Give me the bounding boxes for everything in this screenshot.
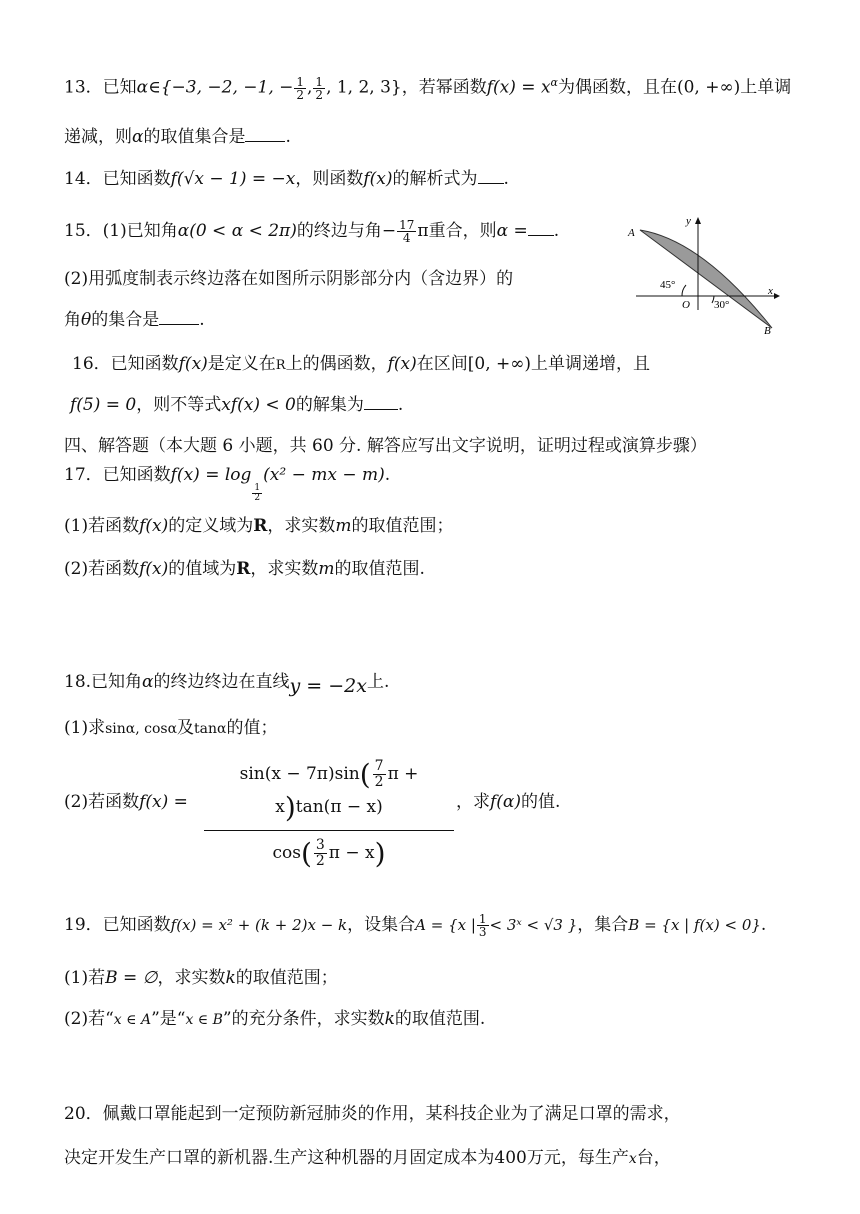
q19-p1-text2: ，求实数	[157, 968, 226, 988]
q20-text4: 台，	[636, 1148, 671, 1168]
q18-numerator: sin(x − 7π)sin( $\frac{7}{2}$ π + x)tan(π − x)	[204, 758, 454, 831]
q18-alpha: α	[142, 672, 154, 692]
q19-text2: ，集合	[577, 915, 629, 935]
q18-fraction	[204, 758, 454, 870]
q18-p2-text: (2)若函数	[64, 792, 140, 812]
q15-end2: .	[199, 310, 205, 330]
q17-p1-m: m	[335, 516, 352, 536]
q19-p1-k: k	[225, 968, 236, 988]
q15-part2-text: (2)用弧度制表示终边落在如图所示阴影部分内（含边界）的	[64, 269, 514, 289]
q13-power-func: f(x) = x	[486, 77, 551, 98]
label-x: x	[768, 285, 773, 297]
q13-line2	[64, 126, 291, 148]
q16-interval: [0, +∞)	[467, 354, 532, 374]
q14-line	[64, 168, 509, 190]
q16-text: 是定义在	[207, 354, 276, 374]
q19-p2-text3: ”的充分条件，求实数	[222, 1009, 385, 1029]
q14-text: ，则函数	[295, 169, 364, 189]
q18-number: 18.已知角	[64, 672, 143, 692]
q20-cost: 400	[494, 1148, 527, 1168]
q15-part2-text3: 的集合是	[91, 310, 160, 330]
q14-number: 14．已知函数	[64, 169, 171, 189]
q20-line1	[64, 1103, 681, 1125]
q18-p2-fx: f(x) =	[139, 792, 188, 812]
q16-f5: f(5) = 0	[70, 395, 137, 415]
q19-p2-text: (2)若“	[64, 1009, 114, 1029]
q17-part1	[64, 515, 454, 537]
q17-p1-text: (1)若函数	[64, 516, 140, 536]
q15-neg: −	[381, 221, 397, 241]
q18-p2-falpha: f(α)	[490, 792, 522, 812]
q19-p1-b-empty: B = ∅	[105, 968, 158, 988]
q17-p2-text3: ，求实数	[250, 559, 319, 579]
q19-frac	[477, 913, 489, 938]
q18-line-eq: y = −2x	[289, 675, 367, 697]
q17-part2	[64, 558, 425, 580]
q13-text: ，若幂函数	[401, 77, 487, 98]
q15-text: 的终边与角	[296, 221, 382, 241]
q18-num-part2: π + x	[275, 764, 419, 817]
q19-line	[64, 913, 766, 938]
q17-line	[64, 464, 390, 503]
q19-part1	[64, 967, 338, 989]
q20-text2: 决定开发生产口罩的新机器.生产这种机器的月固定成本为	[64, 1148, 495, 1168]
y-axis-arrow	[695, 217, 701, 224]
q13-frac2	[313, 76, 325, 101]
arc-45	[682, 285, 686, 296]
q18-den-frac-n: 3	[315, 837, 325, 853]
q18-den-frac	[314, 838, 327, 869]
q16-text4: 上单调递增，且	[531, 354, 651, 374]
q18-den-part2: π − x	[328, 843, 375, 863]
q13-frac2-den: 2	[315, 87, 324, 102]
q18-num-frac	[373, 759, 386, 790]
q17-p1-fx: f(x)	[139, 516, 169, 536]
q16-number: 16．已知函数	[72, 354, 179, 374]
q19-end: .	[760, 915, 767, 935]
q14-text2: 的解析式为	[392, 169, 478, 189]
q19-fx: f(x) = x² + (k + 2)x − k	[170, 916, 348, 934]
q18-num-part1: sin(x − 7π)sin	[239, 764, 360, 784]
q17-p2-text2: 的值域为	[168, 559, 237, 579]
q16-line2	[70, 394, 403, 416]
q18-denominator: cos( $\frac{3}{2}$ π − x)	[272, 837, 386, 870]
q15-condition: α(0 < α < 2π)	[177, 221, 297, 241]
q19-p2-xb: x ∈ B	[185, 1012, 223, 1028]
label-a: A	[628, 227, 635, 239]
q18-line	[64, 670, 390, 697]
q13-frac1-den: 2	[296, 87, 305, 102]
q15-line1	[64, 219, 559, 244]
q13-frac2-num: 1	[315, 74, 324, 89]
q19-number: 19．已知函数	[64, 915, 171, 935]
q18-p1-text: (1)求	[64, 718, 106, 738]
q16-answer-blank	[364, 395, 398, 410]
q15-frac-den: 4	[402, 231, 411, 245]
q16-text3: 在区间	[416, 354, 468, 374]
q15-frac	[397, 219, 416, 244]
q15-frac-num: 17	[399, 218, 415, 232]
q16-fx: f(x)	[178, 354, 208, 374]
q17-p1-r: R	[253, 516, 268, 536]
q18-part2	[64, 791, 188, 813]
q17-p1-text3: ，求实数	[267, 516, 336, 536]
q19-set-a2: < 3ˣ < √3 }	[489, 916, 578, 934]
q18-den-part1: cos	[272, 843, 301, 863]
q18-num-frac-n: 7	[374, 758, 384, 774]
q13-set-end: , 1, 2, 3}	[326, 77, 402, 98]
q15-part2-text2: 角	[64, 310, 81, 330]
q15-alpha-eq: α =	[496, 221, 528, 241]
q13-answer-blank	[245, 127, 285, 142]
q13-line1: 13．已知α∈{−3, −2, −1, − $\frac{1}{2}$ , $\frac{1}{2}$ , 1, 2, 3}，若幂函数$f(x) = x^\alpha$为偶函数，且在(0, +∞)上单调	[64, 74, 792, 102]
q17-number: 17．已知函数	[64, 465, 171, 485]
q18-p2-text3: 的值.	[521, 792, 561, 812]
label-30: 30°	[714, 299, 730, 311]
q15-pi: π	[417, 221, 429, 241]
q17-expr-b: (x² − mx − m)	[263, 465, 385, 485]
q18-part2-tail	[456, 791, 560, 813]
q18-p1-expr: sinα, cosα	[105, 721, 178, 737]
q17-base-den: 2	[254, 493, 261, 503]
q18-text: 的终边终边在直线	[153, 672, 290, 692]
q13-text3: 上单调	[740, 77, 792, 98]
q18-num-part3: tan(π − x)	[295, 797, 383, 817]
q15-answer-blank2	[159, 310, 199, 325]
q16-inequality: xf(x) < 0	[221, 395, 296, 415]
q17-end: .	[384, 465, 391, 485]
label-y: y	[686, 215, 691, 227]
q13-end: .	[285, 127, 291, 147]
q15-line3	[64, 309, 205, 331]
q16-r: R	[275, 358, 286, 373]
q17-base	[252, 484, 262, 503]
q17-p2-text: (2)若函数	[64, 559, 140, 579]
q17-p1-text2: 的定义域为	[168, 516, 254, 536]
q17-p1-text4: 的取值范围；	[351, 516, 454, 536]
q19-p2-text2: ”是“	[151, 1009, 186, 1029]
angle-figure	[622, 210, 787, 335]
q15-answer-blank1	[528, 221, 554, 236]
q13-frac1-num: 1	[296, 74, 305, 89]
q19-p1-text3: 的取值范围；	[235, 968, 338, 988]
q18-part1	[64, 717, 278, 740]
q19-frac-num: 1	[478, 912, 487, 926]
q16-text6: 的解集为	[295, 395, 364, 415]
q17-expr-a: f(x) = log	[170, 465, 252, 485]
q16-line1	[72, 353, 650, 377]
q17-p2-m: m	[318, 559, 335, 579]
label-45: 45°	[660, 279, 676, 291]
q16-fx2: f(x)	[387, 354, 417, 374]
q13-set-start: α∈{−3, −2, −1, −	[136, 77, 294, 98]
q15-line2	[64, 268, 513, 290]
q15-theta: θ	[81, 310, 92, 330]
q19-frac-den: 3	[478, 925, 487, 939]
q14-end: .	[503, 169, 509, 189]
q17-p2-fx: f(x)	[139, 559, 169, 579]
section4-title: 四、解答题（本大题 6 小题，共 60 分. 解答应写出文字说明，证明过程或演算步骤）	[64, 436, 707, 456]
q13-frac1	[294, 76, 306, 101]
q16-text5: ，则不等式	[136, 395, 222, 415]
q18-p1-tan: tanα	[194, 721, 227, 737]
label-b: B	[764, 325, 771, 335]
q20-text1: 20．佩戴口罩能起到一定预防新冠肺炎的作用，某科技企业为了满足口罩的需求，	[64, 1104, 681, 1124]
q18-num-frac-d: 2	[374, 774, 384, 790]
q17-base-num: 1	[254, 483, 261, 493]
q19-set-a: A = {x |	[415, 916, 476, 934]
q14-answer-blank	[478, 169, 504, 184]
q13-exponent: α	[550, 76, 558, 89]
q15-text2: 重合，则	[428, 221, 497, 241]
q19-text: ，设集合	[347, 915, 416, 935]
q13-text2: 为偶函数，且在	[557, 77, 677, 98]
q16-text2: 上的偶函数，	[285, 354, 388, 374]
q13-interval: (0, +∞)	[676, 77, 741, 98]
q18-end: 上.	[367, 672, 390, 692]
q20-x: x	[628, 1151, 637, 1167]
q19-set-b: B = {x | f(x) < 0}	[628, 916, 761, 934]
q14-fx: f(x)	[363, 169, 393, 189]
q15-end: .	[553, 221, 560, 241]
q13-alpha: α	[132, 127, 144, 147]
q19-p1-text: (1)若	[64, 968, 106, 988]
label-o: O	[682, 299, 690, 311]
q19-part2	[64, 1008, 485, 1031]
q14-expr: f(√x − 1) = −x	[170, 169, 296, 189]
q19-p2-xa: x ∈ A	[113, 1012, 152, 1028]
q19-p2-text4: 的取值范围.	[394, 1009, 486, 1029]
q17-p2-r: R	[236, 559, 251, 579]
q16-end: .	[397, 395, 404, 415]
q18-den-frac-d: 2	[315, 853, 325, 869]
q15-number: 15．(1)已知角	[64, 221, 178, 241]
q20-text3: 万元，每生产	[526, 1148, 629, 1168]
q18-p2-text2: ，求	[456, 792, 490, 812]
q20-line2	[64, 1147, 671, 1170]
x-axis-arrow	[774, 293, 780, 299]
q19-p2-k: k	[384, 1009, 395, 1029]
section-heading	[64, 435, 707, 457]
q18-p1-text3: 的值；	[226, 718, 278, 738]
q13-text4: 递减，则	[64, 127, 132, 147]
q13-number: 13．已知	[64, 77, 137, 98]
q17-p2-text4: 的取值范围.	[334, 559, 425, 579]
q18-p1-text2: 及	[177, 718, 195, 738]
q13-text5: 的取值集合是	[143, 127, 246, 147]
